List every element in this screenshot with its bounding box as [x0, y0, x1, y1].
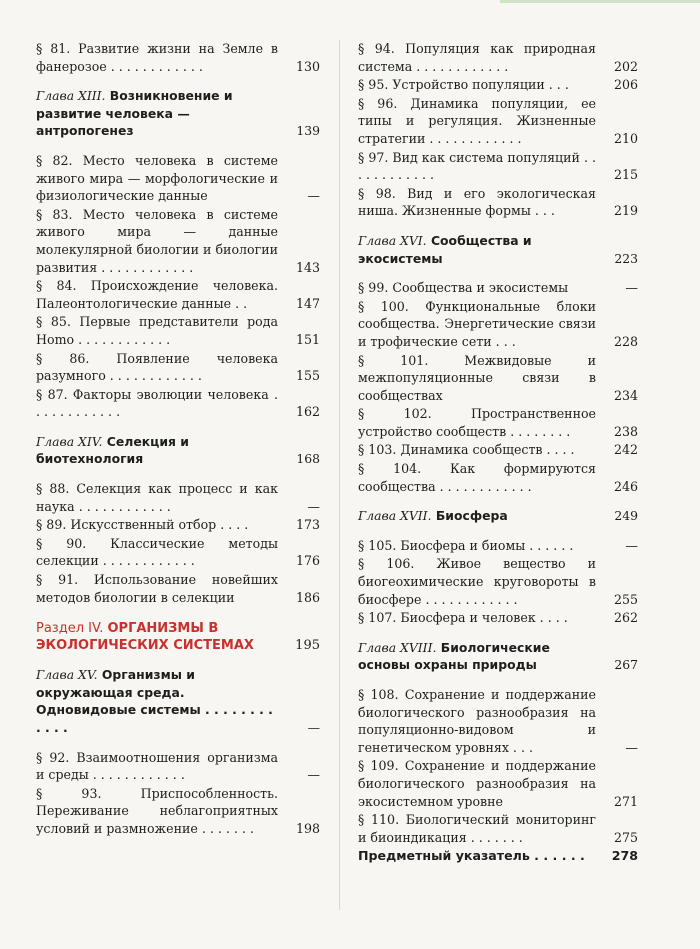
toc-page-number: 215	[613, 167, 638, 183]
chapter-title: Биосфера	[435, 508, 508, 524]
toc-page-number: 242	[613, 442, 638, 458]
toc-entry-text: § 83. Место человека в системе живого мира — данные молекулярной биологии и биологии развития . . . . . . . . . . . .	[36, 206, 278, 275]
toc-entry	[358, 95, 638, 148]
toc-page-number: 271	[613, 793, 638, 809]
subject-index-entry	[358, 847, 638, 865]
toc-page-number: 223	[614, 250, 638, 266]
toc-page-number: 249	[614, 508, 638, 524]
toc-entry-text: § 86. Появление человека разумного . . . . . . . . . . . .	[36, 350, 278, 384]
toc-entry	[36, 516, 320, 534]
toc-left-column	[36, 40, 320, 839]
toc-page-number: 130	[295, 58, 320, 74]
toc-entry	[358, 686, 638, 756]
toc-entry	[358, 352, 638, 405]
chapter-heading	[358, 639, 638, 674]
toc-page-number: —	[625, 280, 638, 296]
toc-entry-text: § 98. Вид и его экологическая ниша. Жизненные формы . . .	[358, 185, 596, 219]
toc-page-number: 198	[295, 820, 320, 836]
toc-page-number: 155	[295, 368, 320, 384]
toc-page-number: 168	[296, 451, 320, 467]
toc-entry	[36, 785, 320, 838]
toc-page-number: 162	[295, 404, 320, 420]
toc-page-number: 278	[611, 848, 638, 864]
toc-page-number: 139	[296, 123, 320, 139]
toc-entry-text: § 99. Сообщества и экосистемы	[358, 280, 569, 296]
toc-page-number: —	[307, 188, 320, 204]
toc-entry	[36, 571, 320, 606]
toc-entry	[358, 609, 638, 627]
toc-page-number: —	[625, 537, 638, 553]
toc-page-number: 267	[614, 657, 638, 673]
toc-page-number: 234	[613, 387, 638, 403]
toc-page-number: —	[625, 739, 638, 755]
section-heading	[36, 620, 320, 654]
chapter-heading	[36, 433, 320, 468]
toc-entry-text: § 103. Динамика сообществ . . . .	[358, 442, 575, 458]
chapter-label: Глава XV.	[36, 667, 98, 683]
toc-page-number: 195	[295, 638, 320, 654]
toc-entry-text: § 82. Место человека в системе живого мира — морфологические и физиологические данные	[36, 152, 278, 204]
toc-entry	[358, 298, 638, 351]
toc-entry	[36, 535, 320, 570]
toc-entry-text: § 101. Межвидовые и межпопуляционные связи в сообществах	[358, 352, 596, 403]
toc-entry	[36, 152, 320, 205]
toc-entry-text: § 107. Биосфера и человек . . . .	[358, 610, 568, 626]
toc-entry-text: § 102. Пространственное устройство сообществ . . . . . . . .	[358, 406, 596, 439]
chapter-label: Глава XIII.	[36, 88, 106, 104]
chapter-title: Возникновение и развитие человека — антропогенез	[36, 88, 233, 139]
toc-entry	[36, 40, 320, 75]
toc-entry-text: § 89. Искусственный отбор . . . .	[36, 517, 249, 533]
chapter-title: Сообщества и экосистемы	[358, 232, 532, 266]
toc-entry	[358, 537, 638, 555]
toc-entry	[358, 811, 638, 846]
toc-page-number: 275	[613, 829, 638, 845]
toc-page-number: 176	[295, 553, 320, 569]
section-label: Раздел IV.	[36, 621, 104, 637]
toc-page-number: 238	[613, 423, 638, 439]
toc-entry-text: § 84. Происхождение человека. Палеонтологические данные . .	[36, 278, 278, 311]
toc-entry	[36, 749, 320, 784]
toc-entry-text: § 97. Вид как система популяций . . . . . . . . . . . .	[358, 149, 596, 183]
chapter-label: Глава XIV.	[36, 433, 103, 449]
chapter-heading	[36, 666, 320, 736]
toc-entry	[36, 350, 320, 385]
chapter-label: Глава XVI.	[358, 232, 427, 248]
toc-entry-text: § 94. Популяция как природная система . . . . . . . . . . . .	[358, 41, 596, 74]
toc-entry-text: § 95. Устройство популяции . . .	[358, 77, 569, 93]
toc-entry-text: § 81. Развитие жизни на Земле в фанерозое . . . . . . . . . . . .	[36, 41, 278, 74]
toc-page-number: 173	[295, 517, 320, 533]
toc-entry	[358, 149, 638, 184]
toc-page-number: 262	[613, 610, 638, 626]
toc-page-number: 147	[295, 295, 320, 311]
toc-entry	[36, 277, 320, 312]
toc-page-number: —	[307, 720, 320, 735]
toc-entry	[36, 480, 320, 515]
toc-entry	[36, 206, 320, 276]
toc-page-number: 206	[613, 77, 638, 93]
toc-entry-text: § 106. Живое вещество и биогеохимические круговороты в биосфере . . . . . . . . . . . .	[358, 556, 596, 607]
chapter-heading	[36, 87, 320, 140]
toc-page-number: —	[307, 767, 320, 783]
chapter-title: Биологические основы охраны природы	[358, 639, 550, 673]
chapter-label: Глава XVII.	[358, 508, 432, 524]
toc-entry	[358, 757, 638, 810]
toc-page-number: 219	[613, 203, 638, 219]
toc-entry-text: § 108. Сохранение и поддержание биологического разнообразия на популяционно-видовом и генетическом уровнях . . .	[358, 687, 596, 755]
toc-entry-text: § 90. Классические методы селекции . . . . . . . . . . . .	[36, 535, 278, 569]
page-edge-decoration	[500, 0, 700, 3]
toc-entry-text: § 110. Биологический мониторинг и биоиндикация . . . . . . .	[358, 812, 596, 845]
toc-entry-text: § 87. Факторы эволюции человека . . . . . . . . . . . .	[36, 386, 278, 420]
section-title: ОРГАНИЗМЫ В ЭКОЛОГИЧЕСКИХ СИСТЕМАХ	[36, 621, 254, 654]
toc-entry-text: § 91. Использование новейших методов биологии в селекции	[36, 572, 278, 605]
toc-entry	[358, 76, 638, 94]
toc-entry	[358, 185, 638, 220]
toc-entry	[358, 40, 638, 75]
column-divider	[339, 40, 340, 910]
toc-entry	[358, 460, 638, 495]
toc-page-number: 186	[295, 589, 320, 605]
toc-entry-text: § 85. Первые представители рода Homo . . . . . . . . . . . .	[36, 314, 278, 347]
toc-entry-text: § 109. Сохранение и поддержание биологического разнообразия на экосистемном уровне	[358, 758, 596, 809]
toc-page-number: 246	[613, 478, 638, 494]
chapter-heading	[358, 507, 638, 525]
toc-page-number: 228	[613, 333, 638, 349]
toc-page-number: 202	[613, 58, 638, 74]
toc-entry	[358, 279, 638, 297]
toc-entry-text: § 92. Взаимоотношения организма и среды . . . . . . . . . . . .	[36, 749, 278, 783]
toc-entry	[358, 405, 638, 440]
chapter-heading	[358, 232, 638, 267]
toc-entry	[36, 313, 320, 348]
toc-page-number: —	[307, 498, 320, 514]
toc-entry	[36, 386, 320, 421]
toc-entry	[358, 555, 638, 608]
chapter-title: Селекция и биотехнология	[36, 433, 189, 467]
toc-entry-text: § 104. Как формируются сообщества . . . . . . . . . . . .	[358, 461, 596, 494]
toc-page-number: 210	[613, 130, 638, 146]
toc-page-number: 151	[295, 331, 320, 347]
toc-page-number: 143	[295, 259, 320, 275]
toc-entry-text: § 105. Биосфера и биомы . . . . . .	[358, 537, 574, 553]
toc-entry	[358, 441, 638, 459]
toc-right-column	[358, 40, 638, 866]
toc-entry-text: Предметный указатель . . . . . .	[358, 848, 585, 864]
toc-entry-text: § 96. Динамика популяции, ее типы и регуляция. Жизненные стратегии . . . . . . . . . . . .	[358, 95, 596, 146]
toc-entry-text: § 93. Приспособленность. Переживание неблагоприятных условий и размножение . . . . . . .	[36, 785, 278, 836]
toc-entry-text: § 100. Функциональные блоки сообщества. Энергетические связи и трофические сети . . .	[358, 298, 596, 349]
toc-entry-text: § 88. Селекция как процесс и как наука . . . . . . . . . . . .	[36, 481, 278, 514]
chapter-title: Организмы и окружающая среда. Одновидовые системы . . . . . . . . . . . .	[36, 667, 273, 735]
chapter-label: Глава XVIII.	[358, 639, 437, 655]
toc-page-number: 255	[613, 591, 638, 607]
